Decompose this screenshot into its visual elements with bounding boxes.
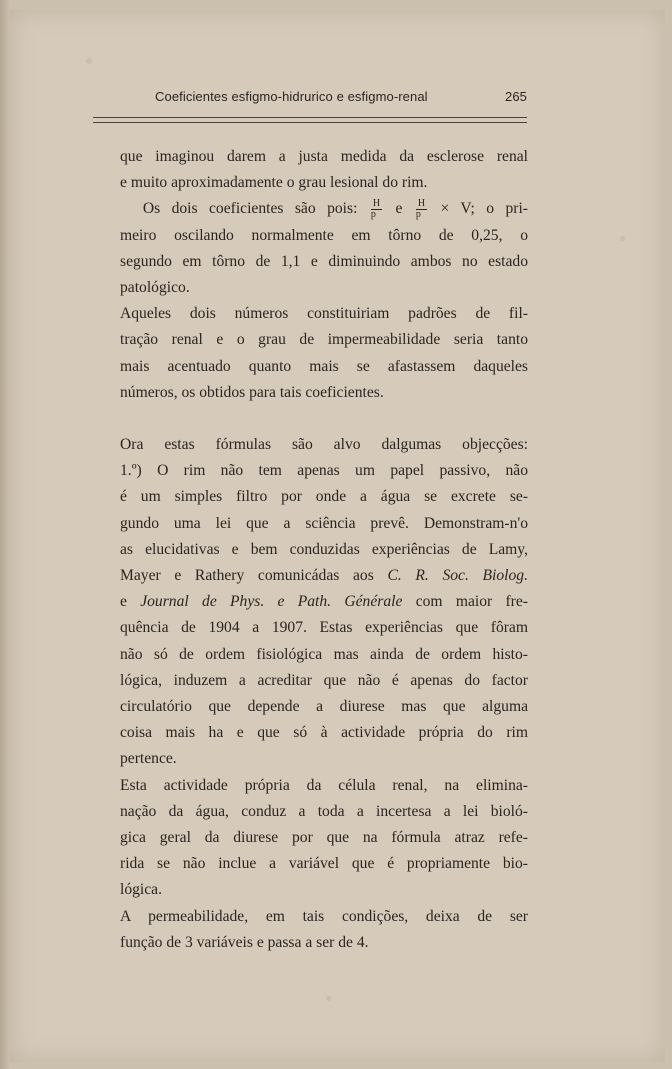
header-rule-bottom bbox=[93, 122, 527, 123]
text-line: e muito aproximadamente o grau lesional do rim. bbox=[120, 174, 428, 192]
text-line: gica geral da diurese por que na fórmula atraz refe- bbox=[120, 829, 528, 847]
text-line: números, os obtidos para tais coeficientes. bbox=[120, 383, 384, 401]
fraction: $\frac{H}{p}$ bbox=[415, 198, 426, 221]
text-line-citation bbox=[120, 589, 528, 615]
running-title: Coeficientes esfigmo-hidrurico e esfigmo-renal bbox=[155, 89, 428, 104]
text-line: coisa mais ha e que só à actividade própria do rim bbox=[120, 724, 528, 742]
citation-and: e bbox=[120, 593, 127, 611]
text-line: A permeabilidade, em tais condições, deixa de ser bbox=[120, 907, 528, 925]
paper-spot bbox=[620, 236, 625, 241]
page-binding-edge bbox=[0, 0, 10, 1069]
page-number: 265 bbox=[505, 89, 527, 104]
citation-tail: com maior fre- bbox=[415, 593, 528, 611]
text-line: as elucidativas e bem conduzidas experiências de Lamy, bbox=[120, 540, 528, 558]
text-line-citation bbox=[120, 563, 528, 589]
text-line: segundo em tôrno de 1,1 e diminuindo ambos no estado bbox=[120, 252, 528, 270]
text-line: nação da água, conduz a toda a incertesa a lei bioló- bbox=[120, 802, 528, 820]
text-line: mais acentuado quanto mais se afastassem daqueles bbox=[120, 357, 528, 375]
formula-and: e bbox=[395, 200, 403, 218]
text-line: é um simples filtro por onde a água se excrete se- bbox=[120, 488, 528, 506]
text-line: lógica. bbox=[120, 881, 162, 899]
header-rule-top bbox=[93, 117, 527, 118]
text-line: que imaginou darem a justa medida da esclerose renal bbox=[120, 148, 528, 165]
text-line: rida se não inclue a variável que é propriamente bio- bbox=[120, 855, 528, 873]
running-header bbox=[155, 89, 527, 111]
text-line: tração renal e o grau de impermeabilidade seria tanto bbox=[120, 331, 528, 349]
body-text bbox=[120, 144, 528, 956]
text-line-formula bbox=[120, 196, 528, 222]
formula-intro: Os dois coeficientes são pois: bbox=[142, 200, 358, 218]
citation-lead: Mayer e Rathery comunicádas aos bbox=[120, 567, 374, 585]
text-line: Ora estas fórmulas são alvo dalgumas objecções: bbox=[120, 436, 528, 454]
text-line: lógica, induzem a acreditar que não é apenas do factor bbox=[120, 671, 528, 689]
text-line: 1.º) O rim não tem apenas um papel passivo, não bbox=[120, 462, 528, 480]
journal-citation: Journal de Phys. e Path. Générale bbox=[140, 593, 403, 611]
text-line: Aqueles dois números constituiriam padrões de fil- bbox=[120, 305, 528, 323]
text-line: patológico. bbox=[120, 279, 190, 297]
text-line: gundo uma lei que a sciência prevê. Demonstram-n'o bbox=[120, 514, 528, 532]
text-line: pertence. bbox=[120, 750, 177, 768]
paper-spot bbox=[326, 996, 331, 1001]
text-line: meiro oscilando normalmente em tôrno de 0,25, o bbox=[120, 226, 528, 244]
text-line: circulatório que depende a diurese mas que alguma bbox=[120, 698, 528, 716]
paper-spot bbox=[86, 58, 92, 64]
formula-times: × V; o pri- bbox=[440, 200, 528, 218]
text-line: não só de ordem fisiológica mas ainda de ordem histo- bbox=[120, 645, 528, 663]
paragraph-gap bbox=[120, 406, 528, 432]
text-line: função de 3 variáveis e passa a ser de 4. bbox=[120, 933, 369, 951]
text-line: quência de 1904 a 1907. Estas experiências que fôram bbox=[120, 619, 528, 637]
fraction: $\frac{H}{p}$ bbox=[370, 198, 381, 221]
text-line: Esta actividade própria da célula renal, na elimina- bbox=[120, 776, 528, 794]
journal-citation: C. R. Soc. Biolog. bbox=[387, 567, 529, 585]
